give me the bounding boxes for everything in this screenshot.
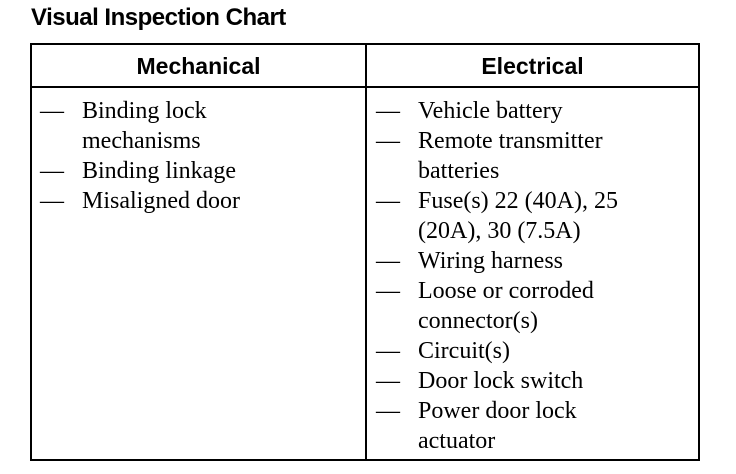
mechanical-item-text: Binding lock mechanisms [82, 98, 207, 154]
electrical-item-text: Power door lock actuator [418, 398, 577, 454]
dash-bullet: — [376, 188, 400, 214]
inspection-table [30, 43, 700, 461]
header-rule [32, 86, 698, 88]
list-item [376, 246, 696, 276]
list-item [376, 366, 696, 396]
electrical-item-text: Fuse(s) 22 (40A), 25 (20A), 30 (7.5A) [418, 188, 618, 244]
electrical-item-text: Door lock switch [418, 368, 584, 394]
electrical-item-text: Loose or corroded connector(s) [418, 278, 594, 334]
list-item [376, 276, 696, 336]
dash-bullet: — [40, 158, 64, 184]
list-item [40, 156, 360, 186]
list-item [376, 126, 696, 186]
dash-bullet: — [376, 398, 400, 424]
dash-bullet: — [376, 98, 400, 124]
mechanical-item-text: Binding linkage [82, 158, 236, 184]
dash-bullet: — [376, 368, 400, 394]
chart-title: Visual Inspection Chart [31, 4, 286, 31]
list-item [376, 336, 696, 366]
list-item [40, 96, 360, 156]
mechanical-item-list [40, 96, 360, 216]
list-item [376, 186, 696, 246]
electrical-item-text: Vehicle battery [418, 98, 563, 124]
list-item [376, 96, 696, 126]
list-item [40, 186, 360, 216]
dash-bullet: — [376, 278, 400, 304]
electrical-item-text: Circuit(s) [418, 338, 510, 364]
dash-bullet: — [40, 188, 64, 214]
electrical-item-text: Wiring harness [418, 248, 563, 274]
dash-bullet: — [376, 128, 400, 154]
mechanical-item-text: Misaligned door [82, 188, 240, 214]
dash-bullet: — [376, 248, 400, 274]
dash-bullet: — [40, 98, 64, 124]
electrical-item-list [376, 96, 696, 456]
column-divider [365, 45, 367, 459]
list-item [376, 396, 696, 456]
dash-bullet: — [376, 338, 400, 364]
mechanical-column-header: Mechanical [136, 53, 261, 79]
electrical-column-header: Electrical [481, 53, 584, 79]
electrical-item-text: Remote transmitter batteries [418, 128, 603, 184]
